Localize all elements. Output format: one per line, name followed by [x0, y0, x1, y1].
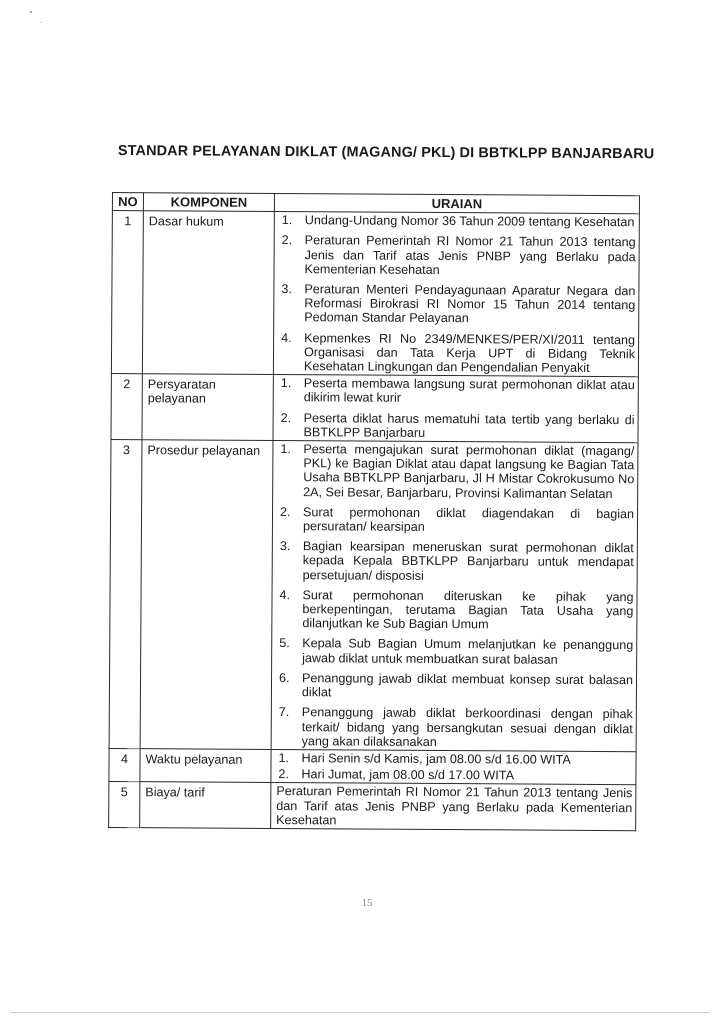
list-item: [275, 636, 633, 667]
item-text: Surat permohonan diteruskan ke pihak yang berkepentingan, terutama Bagian Tata Usaha yang dilanjutkan ke Sub Bagian Umum: [302, 588, 634, 632]
item-number: 2.: [281, 233, 293, 248]
item-number: 2.: [280, 504, 291, 519]
table-row: [109, 748, 636, 785]
item-text: Peserta membawa langsung surat permohonan diklat atau dikirim lewat kurir: [303, 376, 635, 406]
list-item: [276, 505, 634, 536]
list-item: [275, 751, 633, 767]
item-text: Peraturan Menteri Pendayagunaan Aparatur Negara dan Reformasi Birokrasi RI Nomor 15 Tahun 2014 tentang Pedoman Standar Pelayanan: [304, 282, 636, 326]
row-description: [271, 783, 636, 831]
list-item: [276, 539, 634, 584]
table-row: [111, 374, 638, 443]
item-number: 1.: [280, 442, 291, 457]
item-number: 3.: [281, 282, 292, 297]
scan-speck: [30, 11, 32, 13]
row-description: [273, 375, 638, 443]
item-number: 1.: [280, 376, 292, 391]
item-number: 7.: [278, 705, 290, 720]
item-number: 2.: [278, 767, 290, 782]
item-text: Hari Jumat, jam 08.00 s/d 17.00 WITA: [301, 767, 515, 783]
item-text: Peraturan Pemerintah RI Nomor 21 Tahun 2013 tentang Jenis dan Tarif atas Jenis PNBP yang Berlaku pada Kementerian Kesehatan: [304, 233, 636, 277]
item-text: Penanggung jawab diklat berkoordinasi dengan pihak terkait/ bidang yang bersangkutan sesuai dengan diklat yang akan dilaksanakan: [301, 705, 633, 749]
service-standard-table: [108, 192, 640, 831]
description-list: [275, 442, 635, 750]
item-number: 6.: [278, 670, 290, 685]
row-number: 4: [109, 748, 140, 782]
scan-speck: [41, 22, 42, 23]
item-text: Peserta mengajukan surat permohonan diklat (magang/ PKL) ke Bagian Diklat atau dapat langsung ke Bagian Tata Usaha BBTKLPP Banjarbaru, Jl H Mistar Cokrokusumo No 2A, Sei Besar, Banjarbaru, Provinsi Kalimantan Selatan: [303, 442, 635, 501]
row-component: Biaya/ tarif: [140, 782, 271, 828]
scan-edge-line: [10, 1012, 710, 1013]
header-no: NO: [112, 193, 143, 211]
row-description: [271, 749, 636, 785]
page-number: 15: [361, 897, 373, 909]
row-description: [273, 212, 639, 377]
table-row: [109, 782, 636, 831]
item-number: 3.: [279, 539, 291, 554]
item-number: 1.: [281, 213, 293, 228]
description-text: Peraturan Pemerintah RI Nomor 21 Tahun 2013 tentang Jenis dan Tarif atas Jenis PNBP yang Berlaku pada Kementerian Kesehatan: [276, 784, 633, 828]
item-number: 4.: [281, 330, 292, 345]
list-item: [278, 213, 636, 229]
item-text: Penanggung jawab diklat membuat konsep surat balasan diklat: [301, 671, 634, 700]
row-component: Persyaratan pelayanan: [142, 374, 273, 441]
item-text: Kepmenkes RI No 2349/MENKES/PER/XI/2011 tentang Organisasi dan Tata Kerja UPT di Bidang Teknik Kesehatan Lingkungan dan Pengendalian Penyakit: [303, 330, 636, 375]
item-number: 1.: [278, 750, 290, 765]
header-uraian: URAIAN: [274, 193, 639, 213]
row-component: Waktu pelayanan: [140, 749, 271, 783]
item-text: Bagian kearsipan meneruskan surat permohonan diklat kepada Kepala BBTKLPP Banjarbaru untuk mendapat persetujuan/ disposisi: [302, 539, 634, 583]
row-number: 2: [111, 374, 142, 440]
list-item: [277, 282, 635, 327]
list-item: [275, 671, 633, 702]
item-text: Undang-Undang Nomor 36 Tahun 2009 tentang Kesehatan: [304, 213, 635, 230]
list-item: [277, 331, 635, 376]
row-component: Dasar hukum: [142, 211, 274, 375]
list-item: [275, 705, 633, 750]
list-item: [275, 588, 633, 633]
row-description: [271, 441, 638, 752]
description-list: [276, 376, 634, 441]
row-component: Prosedur pelayanan: [140, 440, 273, 750]
table-row: [111, 211, 639, 377]
list-item: [277, 233, 635, 278]
item-text: Peserta diklat harus mematuhi tata tertib yang berlaku di BBTKLPP Banjarbaru: [303, 410, 635, 440]
item-text: Kepala Sub Bagian Umum melanjutkan ke penanggung jawab diklat untuk membuatkan surat balasan: [302, 636, 634, 667]
item-number: 5.: [279, 636, 290, 651]
row-number: 5: [109, 782, 140, 828]
description-list: [274, 751, 632, 784]
list-item: [276, 411, 634, 442]
item-text: Surat permohonan diklat diagendakan di bagian persuratan/ kearsipan: [302, 505, 635, 534]
list-item: [276, 442, 634, 501]
document-title: STANDAR PELAYANAN DIKLAT (MAGANG/ PKL) DI BBTKLPP BANJARBARU: [117, 143, 655, 163]
row-number: 1: [111, 211, 143, 374]
table-row: [109, 440, 638, 752]
item-number: 4.: [279, 587, 291, 602]
list-item: [277, 376, 635, 407]
description-list: [277, 213, 636, 375]
row-number: 3: [109, 440, 142, 749]
item-text: Hari Senin s/d Kamis, jam 08.00 s/d 16.00 WITA: [301, 751, 571, 767]
header-komponen: KOMPONEN: [143, 193, 274, 212]
item-number: 2.: [280, 410, 292, 425]
list-item: [274, 767, 632, 783]
